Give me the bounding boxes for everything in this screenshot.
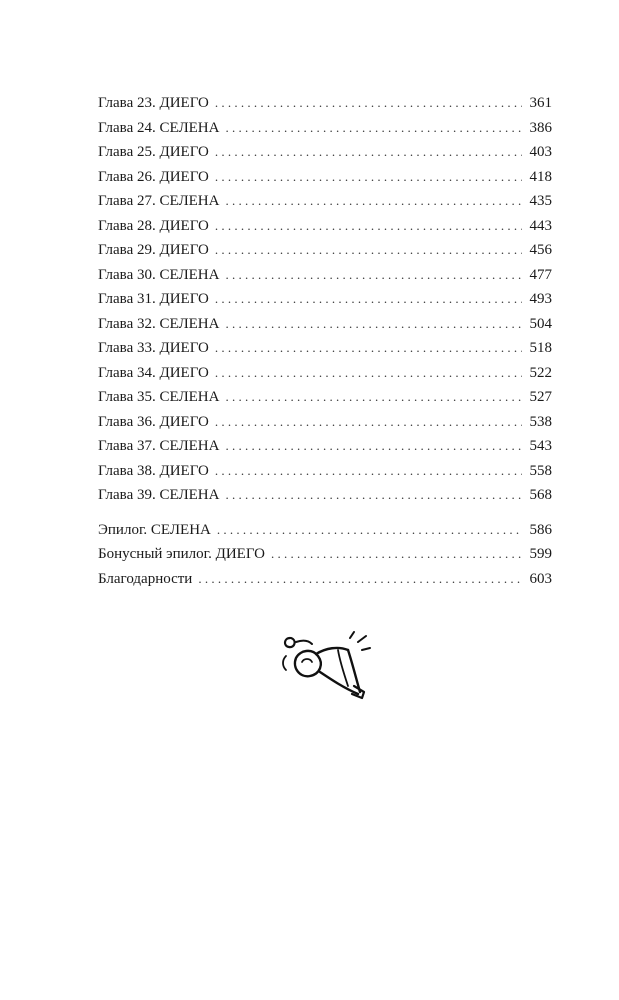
- dot-leader: [215, 140, 522, 165]
- table-of-contents: [98, 91, 552, 591]
- dot-leader: [215, 91, 522, 116]
- toc-entry-title: Глава 25. ДИЕГО: [98, 144, 209, 160]
- dot-leader: [217, 518, 522, 543]
- dot-leader: [225, 385, 522, 410]
- toc-entry[interactable]: [98, 312, 552, 337]
- toc-entry-title: Глава 36. ДИЕГО: [98, 413, 209, 430]
- toc-entry[interactable]: [98, 116, 552, 141]
- dot-leader: [198, 567, 522, 592]
- toc-entry[interactable]: [98, 410, 552, 435]
- toc-entry-page: 586: [529, 521, 552, 538]
- toc-entry-page: 443: [529, 217, 552, 234]
- toc-entry[interactable]: [98, 385, 552, 410]
- toc-entry[interactable]: [98, 165, 552, 190]
- dot-leader: [225, 263, 522, 288]
- dot-leader: [215, 214, 522, 239]
- toc-entry-title: Глава 24. СЕЛЕНА: [98, 119, 220, 136]
- toc-entry-page: 599: [529, 546, 552, 562]
- dot-leader: [215, 287, 522, 312]
- toc-entry[interactable]: [98, 263, 552, 288]
- toc-entry-page: 361: [529, 95, 552, 111]
- dot-leader: [225, 189, 522, 214]
- toc-entry-page: 568: [529, 487, 552, 503]
- toc-entry-title: Глава 31. ДИЕГО: [98, 291, 209, 307]
- toc-entry-page: 418: [529, 168, 552, 185]
- toc-entry-title: Глава 32. СЕЛЕНА: [98, 315, 220, 332]
- toc-entry-page: 456: [529, 242, 552, 258]
- dot-leader: [215, 459, 522, 484]
- toc-entry[interactable]: [98, 542, 552, 567]
- toc-entry-title: Глава 29. ДИЕГО: [98, 242, 209, 258]
- toc-entry-page: 504: [529, 315, 552, 332]
- toc-entry-page: 543: [529, 438, 552, 454]
- dot-leader: [225, 116, 522, 141]
- toc-entry[interactable]: [98, 91, 552, 116]
- toc-entry-title: Благодарности: [98, 570, 193, 587]
- toc-entry-page: 603: [529, 570, 552, 587]
- toc-entry[interactable]: [98, 361, 552, 386]
- toc-entry[interactable]: [98, 238, 552, 263]
- sketched-whistle-icon: [278, 628, 374, 708]
- chapter-list: [98, 91, 552, 508]
- toc-entry-page: 538: [529, 413, 552, 430]
- toc-entry[interactable]: [98, 140, 552, 165]
- toc-entry[interactable]: [98, 459, 552, 484]
- toc-entry-page: 518: [529, 340, 552, 356]
- toc-entry-title: Глава 34. ДИЕГО: [98, 364, 209, 381]
- toc-entry-page: 522: [529, 364, 552, 381]
- dot-leader: [215, 361, 522, 386]
- dot-leader: [215, 336, 522, 361]
- toc-entry[interactable]: [98, 189, 552, 214]
- toc-entry[interactable]: [98, 483, 552, 508]
- toc-entry-title: Эпилог. СЕЛЕНА: [98, 521, 211, 538]
- toc-entry-title: Глава 35. СЕЛЕНА: [98, 389, 220, 405]
- section-gap: [98, 508, 552, 518]
- dot-leader: [225, 483, 522, 508]
- toc-entry[interactable]: [98, 214, 552, 239]
- dot-leader: [215, 165, 522, 190]
- toc-entry-page: 477: [529, 266, 552, 283]
- dot-leader: [271, 542, 522, 567]
- toc-entry-title: Глава 39. СЕЛЕНА: [98, 487, 220, 503]
- toc-entry[interactable]: [98, 336, 552, 361]
- toc-entry[interactable]: [98, 434, 552, 459]
- toc-entry-page: 386: [529, 119, 552, 136]
- toc-entry[interactable]: [98, 287, 552, 312]
- toc-entry[interactable]: [98, 567, 552, 592]
- toc-entry-title: Бонусный эпилог. ДИЕГО: [98, 546, 265, 562]
- toc-entry-title: Глава 26. ДИЕГО: [98, 168, 209, 185]
- back-matter-list: [98, 518, 552, 592]
- toc-entry-title: Глава 33. ДИЕГО: [98, 340, 209, 356]
- toc-entry-page: 403: [529, 144, 552, 160]
- toc-entry-page: 435: [529, 193, 552, 209]
- dot-leader: [225, 312, 522, 337]
- toc-entry-title: Глава 37. СЕЛЕНА: [98, 438, 220, 454]
- toc-entry-title: Глава 38. ДИЕГО: [98, 462, 209, 479]
- toc-entry[interactable]: [98, 518, 552, 543]
- toc-entry-page: 527: [529, 389, 552, 405]
- dot-leader: [225, 434, 522, 459]
- toc-entry-title: Глава 30. СЕЛЕНА: [98, 266, 220, 283]
- dot-leader: [215, 238, 522, 263]
- toc-entry-page: 558: [529, 462, 552, 479]
- toc-entry-title: Глава 28. ДИЕГО: [98, 217, 209, 234]
- toc-entry-title: Глава 27. СЕЛЕНА: [98, 193, 220, 209]
- toc-entry-title: Глава 23. ДИЕГО: [98, 95, 209, 111]
- dot-leader: [215, 410, 522, 435]
- toc-entry-page: 493: [529, 291, 552, 307]
